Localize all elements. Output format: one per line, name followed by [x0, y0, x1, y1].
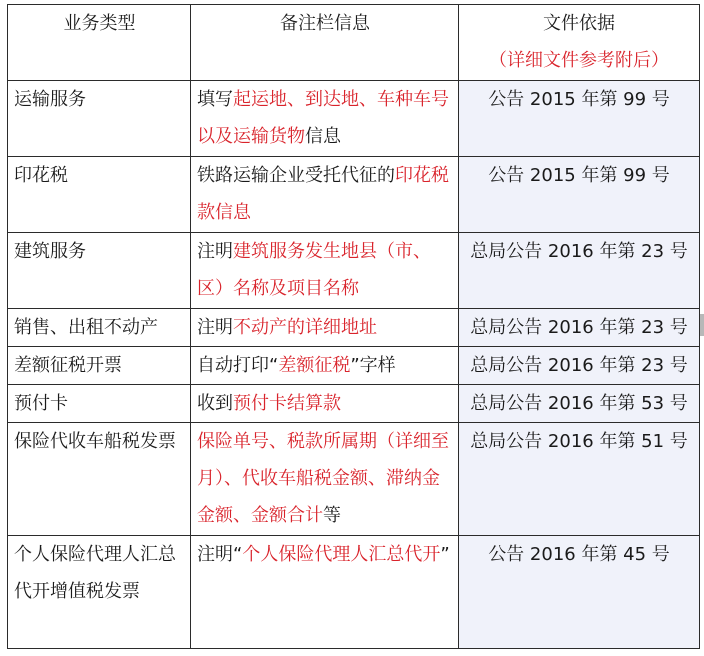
- basis-cell: [459, 347, 700, 385]
- business-type-cell: [8, 423, 191, 536]
- basis-cell: [459, 233, 700, 309]
- basis-text: 总局公告 2016 年第 51 号: [470, 431, 688, 452]
- tax-remark-table: [7, 4, 700, 649]
- table-row: [8, 157, 700, 233]
- remark-text: ”: [440, 544, 450, 565]
- remark-text: 注明“: [197, 544, 243, 565]
- basis-text: 公告 2015 年第 99 号: [488, 165, 670, 186]
- remark-text: 自动打印“: [197, 355, 279, 376]
- basis-text: 公告 2016 年第 45 号: [488, 544, 670, 565]
- basis-text: 公告 2015 年第 99 号: [488, 89, 670, 110]
- remark-text: 铁路运输企业受托代征的: [197, 165, 395, 186]
- basis-cell: [459, 536, 700, 649]
- remark-text: 收到: [197, 393, 233, 414]
- business-type-text: 运输服务: [14, 89, 86, 110]
- remark-text: 填写: [197, 89, 233, 110]
- header-remark-info: 备注栏信息: [191, 5, 459, 81]
- basis-text: 总局公告 2016 年第 53 号: [470, 393, 688, 414]
- basis-cell: [459, 385, 700, 423]
- business-type-cell: [8, 233, 191, 309]
- header-business-type: 业务类型: [8, 5, 191, 81]
- business-type-text: 印花税: [14, 165, 68, 186]
- remark-highlight: 个人保险代理人汇总代开: [242, 544, 441, 565]
- remark-text: 注明: [197, 317, 233, 338]
- remark-text: ”字样: [350, 355, 396, 376]
- remark-text: 信息: [305, 126, 341, 147]
- business-type-cell: [8, 536, 191, 649]
- remark-cell: [191, 385, 459, 423]
- remark-highlight: 印花税款信息: [197, 165, 449, 223]
- basis-text: 总局公告 2016 年第 23 号: [470, 241, 688, 262]
- basis-text: 总局公告 2016 年第 23 号: [470, 355, 688, 376]
- business-type-cell: [8, 385, 191, 423]
- remark-cell: [191, 309, 459, 347]
- scroll-edge-marker: [700, 314, 704, 336]
- table-row: [8, 536, 700, 649]
- business-type-cell: [8, 347, 191, 385]
- table-row: [8, 423, 700, 536]
- remark-cell: [191, 347, 459, 385]
- header-document-basis: [459, 5, 700, 81]
- business-type-cell: [8, 309, 191, 347]
- remark-cell: [191, 233, 459, 309]
- remark-highlight: 差额征税: [278, 355, 351, 376]
- table-row: [8, 233, 700, 309]
- table-row: [8, 385, 700, 423]
- header-document-basis-note: （详细文件参考附后）: [489, 50, 669, 71]
- remark-highlight: 不动产的详细地址: [233, 317, 377, 338]
- basis-cell: [459, 309, 700, 347]
- business-type-text: 差额征税开票: [14, 355, 122, 376]
- table-row: [8, 347, 700, 385]
- basis-cell: [459, 157, 700, 233]
- table-row: [8, 309, 700, 347]
- remark-text: 注明: [197, 241, 233, 262]
- business-type-text: 保险代收车船税发票: [14, 431, 176, 452]
- table-row: [8, 81, 700, 157]
- remark-text: 等: [323, 505, 341, 526]
- business-type-text: 销售、出租不动产: [14, 317, 158, 338]
- header-document-basis-title: 文件依据: [543, 13, 615, 34]
- basis-cell: [459, 81, 700, 157]
- remark-highlight: 建筑服务发生地县（市、区）名称及项目名称: [197, 241, 431, 299]
- basis-cell: [459, 423, 700, 536]
- remark-cell: [191, 157, 459, 233]
- remark-highlight: 预付卡结算款: [233, 393, 341, 414]
- business-type-cell: [8, 81, 191, 157]
- business-type-text: 个人保险代理人汇总代开增值税发票: [14, 544, 176, 602]
- basis-text: 总局公告 2016 年第 23 号: [470, 317, 688, 338]
- business-type-cell: [8, 157, 191, 233]
- remark-highlight: 保险单号、税款所属期（详细至月）、代收车船税金额、滞纳金金额、金额合计: [197, 431, 449, 526]
- remark-cell: [191, 81, 459, 157]
- business-type-text: 预付卡: [14, 393, 68, 414]
- remark-cell: [191, 536, 459, 649]
- table-header-row: [8, 5, 700, 81]
- remark-cell: [191, 423, 459, 536]
- remark-highlight: 起运地、到达地、车种车号以及运输货物: [197, 89, 449, 147]
- business-type-text: 建筑服务: [14, 241, 86, 262]
